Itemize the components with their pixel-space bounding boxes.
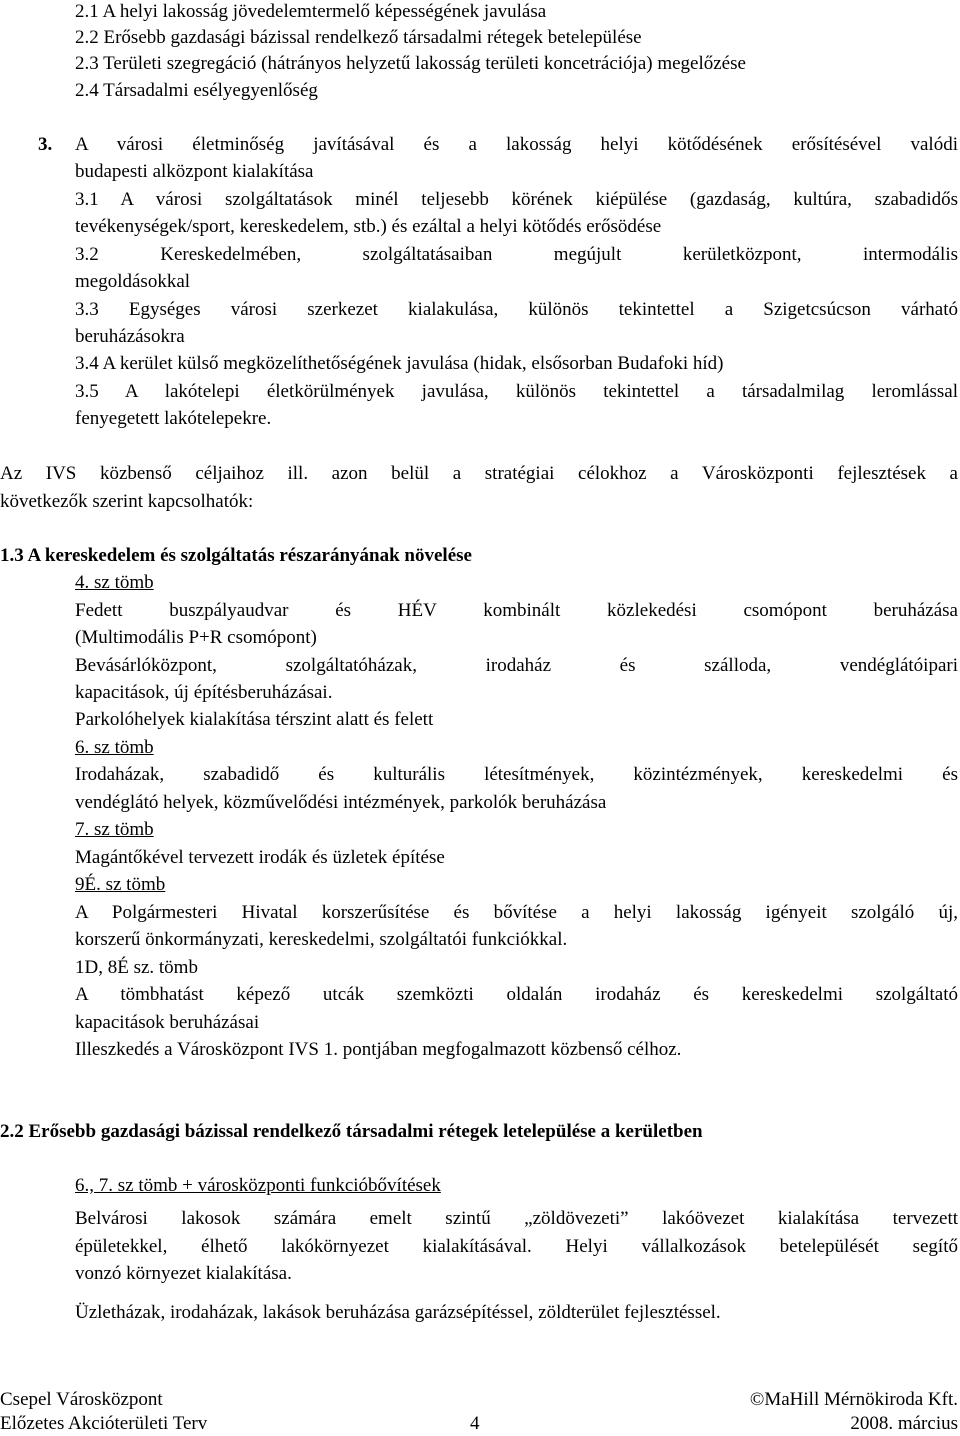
goal-heading: 2.2 Erősebb gazdasági bázissal rendelkező társadalmi rétegek letelepülése a kerületben: [0, 1121, 703, 1142]
footer-project: Csepel Városközpont: [0, 1389, 163, 1410]
block-heading: 4. sz tömb: [75, 572, 154, 593]
block-text: Parkolóhelyek kialakítása térszint alatt és felett: [75, 709, 434, 730]
list-item: 3.1 A városi szolgáltatások minél teljesebb körének kiépülése (gazdaság, kultúra, szabadidős: [75, 189, 958, 210]
list-item-cont: beruházásokra: [75, 326, 185, 347]
block-text: A tömbhatást képező utcák szemközti oldalán irodaház és kereskedelmi szolgáltató: [75, 984, 958, 1005]
block-heading: 9É. sz tömb: [75, 874, 166, 895]
paragraph-line: vonzó környezet kialakítása.: [75, 1263, 292, 1284]
block-text: kapacitások, új építésberuházásai.: [75, 682, 333, 703]
goal-heading: 1.3 A kereskedelem és szolgáltatás részarányának növelése: [0, 545, 472, 566]
section-title: A városi életminőség javításával és a lakosság helyi kötődésének erősítésével valódi: [75, 134, 958, 155]
footer-company: ©MaHill Mérnökiroda Kft.: [749, 1389, 958, 1410]
block-text: korszerű önkormányzati, kereskedelmi, szolgáltatói funkciókkal.: [75, 929, 568, 950]
paragraph: Üzletházak, irodaházak, lakások beruházása garázsépítéssel, zöldterület fejlesztéssel.: [75, 1302, 721, 1323]
paragraph-line: Belvárosi lakosok számára emelt szintű „zöldövezeti” lakóövezet kialakítása tervezett: [75, 1208, 958, 1229]
intro-paragraph-cont: következők szerint kapcsolhatók:: [0, 491, 254, 512]
block-heading: 6. sz tömb: [75, 737, 154, 758]
block-text: vendéglátó helyek, közművelődési intézmények, parkolók beruházása: [75, 792, 607, 813]
footer-doc-title: Előzetes Akcióterületi Terv: [0, 1413, 208, 1434]
block-text: Magántőkével tervezett irodák és üzletek építése: [75, 847, 445, 868]
list-item: 2.3 Területi szegregáció (hátrányos helyzetű lakosság területi koncetrációja) megelőzése: [75, 53, 746, 74]
page-number: 4: [470, 1413, 480, 1434]
block-text: A Polgármesteri Hivatal korszerűsítése és bővítése a helyi lakosság igényeit szolgáló új,: [75, 902, 958, 923]
paragraph-line: épületekkel, élhető lakókörnyezet kialakításával. Helyi vállalkozások betelepülését segítő: [75, 1236, 958, 1257]
section-title-cont: budapesti alközpont kialakítása: [75, 161, 314, 182]
block-heading: 1D, 8É sz. tömb: [75, 957, 198, 978]
list-item: 3.5 A lakótelepi életkörülmények javulása, különös tekintettel a társadalmilag leromlással: [75, 381, 958, 402]
block-heading: 6., 7. sz tömb + városközponti funkcióbővítések: [75, 1175, 441, 1196]
block-text: kapacitások beruházásai: [75, 1012, 260, 1033]
list-item: 3.3 Egységes városi szerkezet kialakulása, különös tekintettel a Szigetcsúcson várható: [75, 299, 958, 320]
list-item: 2.2 Erősebb gazdasági bázissal rendelkező társadalmi rétegek betelepülése: [75, 27, 642, 48]
list-item: 2.1 A helyi lakosság jövedelemtermelő képességének javulása: [75, 1, 547, 22]
list-item: 3.4 A kerület külső megközelíthetőségének javulása (hidak, elsősorban Budafoki híd): [75, 353, 724, 374]
intro-paragraph: Az IVS közbenső céljaihoz ill. azon belül a stratégiai célokhoz a Városközponti fejlesztések a: [0, 463, 958, 484]
block-text: Irodaházak, szabadidő és kulturális létesítmények, közintézmények, kereskedelmi és: [75, 764, 958, 785]
list-item-cont: megoldásokkal: [75, 271, 191, 292]
list-item: 3.2 Kereskedelmében, szolgáltatásaiban megújult kerületközpont, intermodális: [75, 244, 958, 265]
list-item: 2.4 Társadalmi esélyegyenlőség: [75, 80, 318, 101]
footer-date: 2008. március: [850, 1413, 958, 1434]
block-heading: 7. sz tömb: [75, 819, 154, 840]
list-item-cont: tevékenységek/sport, kereskedelem, stb.) és ezáltal a helyi kötődés erősödése: [75, 216, 662, 237]
section-number: 3.: [38, 134, 53, 155]
list-item-cont: fenyegetett lakótelepekre.: [75, 408, 272, 429]
block-text: Fedett buszpályaudvar és HÉV kombinált közlekedési csomópont beruházása: [75, 600, 958, 621]
block-text: Bevásárlóközpont, szolgáltatóházak, irodaház és szálloda, vendéglátóipari: [75, 655, 958, 676]
block-text: Illeszkedés a Városközpont IVS 1. pontjában megfogalmazott közbenső célhoz.: [75, 1039, 682, 1060]
block-text: (Multimodális P+R csomópont): [75, 627, 317, 648]
